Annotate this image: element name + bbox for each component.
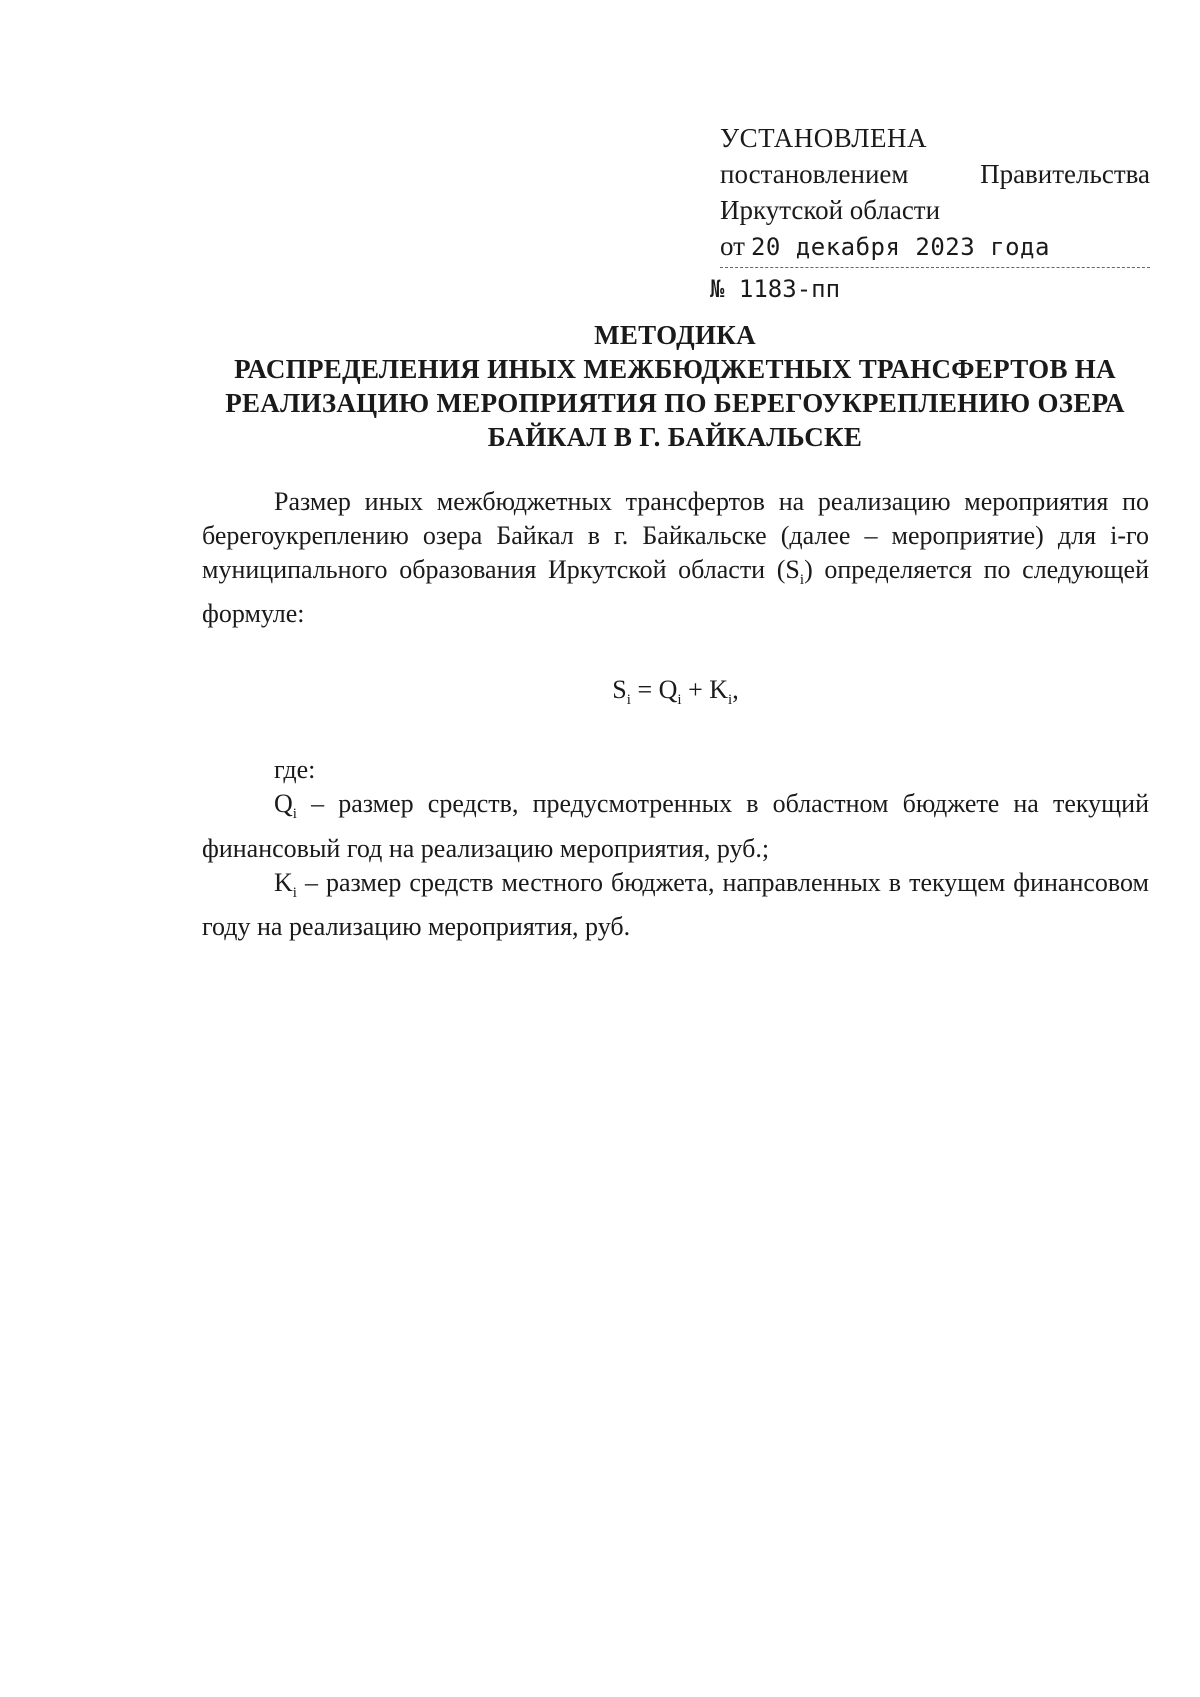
definition-q — [202, 787, 1149, 865]
definition-q-sub: i — [292, 806, 297, 823]
approval-decree-line — [720, 156, 1150, 192]
definition-k-text: – размер средств местного бюджета, направленных в текущем финансовом году на реализацию мероприятия, руб. — [202, 867, 1149, 941]
approval-date-line — [720, 228, 1150, 265]
intro-text-start: Размер иных межбюджетных трансфертов на реализацию мероприятия по берегоукреплению озера Байкал в г. Байкальске (далее – мероприятие) для i-го муниципального образования Иркутской области (S — [202, 487, 1149, 584]
formula-k-sub: i — [728, 692, 733, 709]
definition-k-sub: i — [292, 884, 297, 901]
formula-plus: + — [681, 675, 710, 705]
definition-k — [202, 866, 1149, 944]
intro-text-end: ) определяется по следующей формуле: — [202, 555, 1150, 629]
document-body — [202, 485, 1149, 944]
date-underline — [720, 267, 1150, 268]
definition-q-symbol: Q — [274, 789, 293, 819]
formula-q: Q — [658, 675, 678, 705]
approval-government-word: Правительства — [980, 159, 1150, 189]
formula-end: , — [732, 675, 739, 705]
definition-q-text: – размер средств, предусмотренных в областном бюджете на текущий финансовый год на реализацию мероприятия, руб.; — [202, 789, 1149, 863]
title-line-4: БАЙКАЛ В Г. БАЙКАЛЬСКЕ — [487, 422, 863, 452]
approval-date: 20 декабря 2023 года — [750, 233, 1050, 261]
formula-equals: = — [630, 675, 659, 705]
formula-q-sub: i — [677, 692, 682, 709]
where-label: где: — [274, 755, 316, 785]
approval-date-prefix: от — [720, 231, 745, 261]
approval-block — [710, 120, 1150, 307]
intro-subscript: i — [799, 572, 805, 589]
title-line-1: МЕТОДИКА — [594, 320, 756, 350]
formula — [202, 673, 1149, 717]
intro-paragraph — [202, 485, 1149, 631]
title-line-3: РЕАЛИЗАЦИЮ МЕРОПРИЯТИЯ ПО БЕРЕГОУКРЕПЛЕНИЮ ОЗЕРА — [225, 388, 1125, 418]
definition-k-symbol: K — [274, 867, 293, 897]
formula-s-sub: i — [626, 692, 631, 709]
document-title — [200, 318, 1150, 454]
formula-s: S — [612, 675, 627, 705]
approval-region: Иркутской области — [720, 195, 941, 225]
approval-number: № 1183-пп — [710, 275, 841, 303]
title-line-2: РАСПРЕДЕЛЕНИЯ ИНЫХ МЕЖБЮДЖЕТНЫХ ТРАНСФЕРТОВ НА — [234, 354, 1116, 384]
formula-k: K — [709, 675, 729, 705]
approval-decree-word: постановлением — [720, 159, 909, 189]
approval-heading: УСТАНОВЛЕНА — [720, 123, 928, 153]
